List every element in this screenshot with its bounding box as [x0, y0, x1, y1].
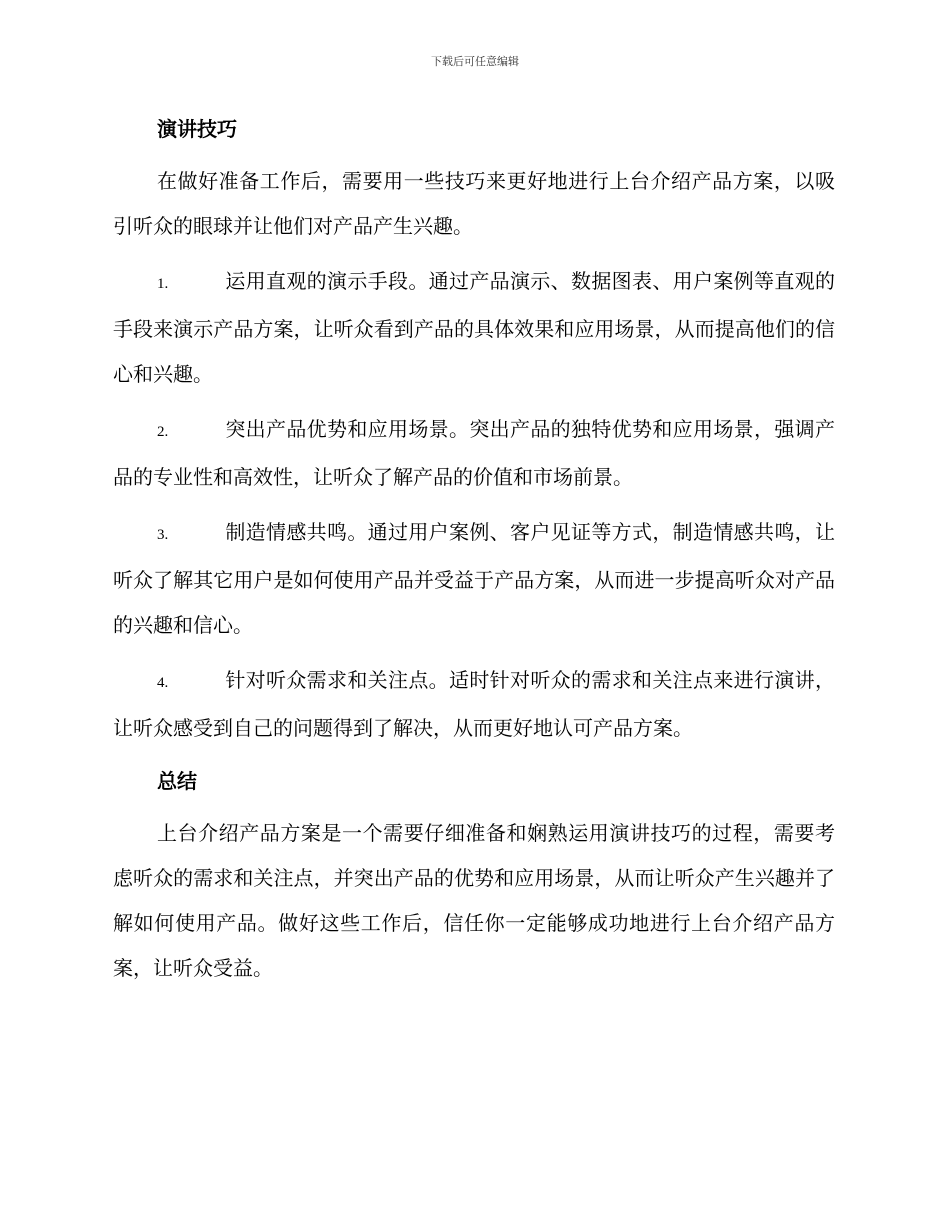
section-heading-summary: 总结 — [157, 769, 197, 793]
list-item-number: 1. — [157, 276, 169, 292]
document-body — [113, 109, 835, 991]
list-item-text: 突出产品优势和应用场景。突出产品的独特优势和应用场景，强调产品的专业性和高效性，让听众了解产品的价值和市场前景。 — [113, 417, 835, 489]
header-note: 下载后可任意编辑 — [431, 55, 519, 68]
list-item — [113, 407, 835, 500]
section-heading-speech-skills: 演讲技巧 — [157, 117, 237, 141]
list-item-text: 制造情感共鸣。通过用户案例、客户见证等方式，制造情感共鸣，让听众了解其它用户是如何使用产品并受益于产品方案，从而进一步提高听众对产品的兴趣和信心。 — [113, 520, 835, 637]
list-item-number: 4. — [157, 675, 169, 691]
intro-paragraph: 在做好准备工作后，需要用一些技巧来更好地进行上台介绍产品方案，以吸引听众的眼球并让他们对产品产生兴趣。 — [113, 169, 835, 238]
list-item-text: 运用直观的演示手段。通过产品演示、数据图表、用户案例等直观的手段来演示产品方案，让听众看到产品的具体效果和应用场景，从而提高他们的信心和兴趣。 — [113, 269, 835, 386]
summary-paragraph: 上台介绍产品方案是一个需要仔细准备和娴熟运用演讲技巧的过程，需要考虑听众的需求和关注点，并突出产品的优势和应用场景，从而让听众产生兴趣并了解如何使用产品。做好这些工作后，信任你一定能够成功地进行上台介绍产品方案，让听众受益。 — [113, 821, 835, 980]
list-item — [113, 658, 835, 751]
list-item-number: 2. — [157, 424, 169, 440]
list-item — [113, 259, 835, 397]
list-item-text: 针对听众需求和关注点。适时针对听众的需求和关注点来进行演讲，让听众感受到自己的问题得到了解决，从而更好地认可产品方案。 — [113, 668, 835, 740]
list-item — [113, 510, 835, 648]
list-item-number: 3. — [157, 527, 169, 543]
